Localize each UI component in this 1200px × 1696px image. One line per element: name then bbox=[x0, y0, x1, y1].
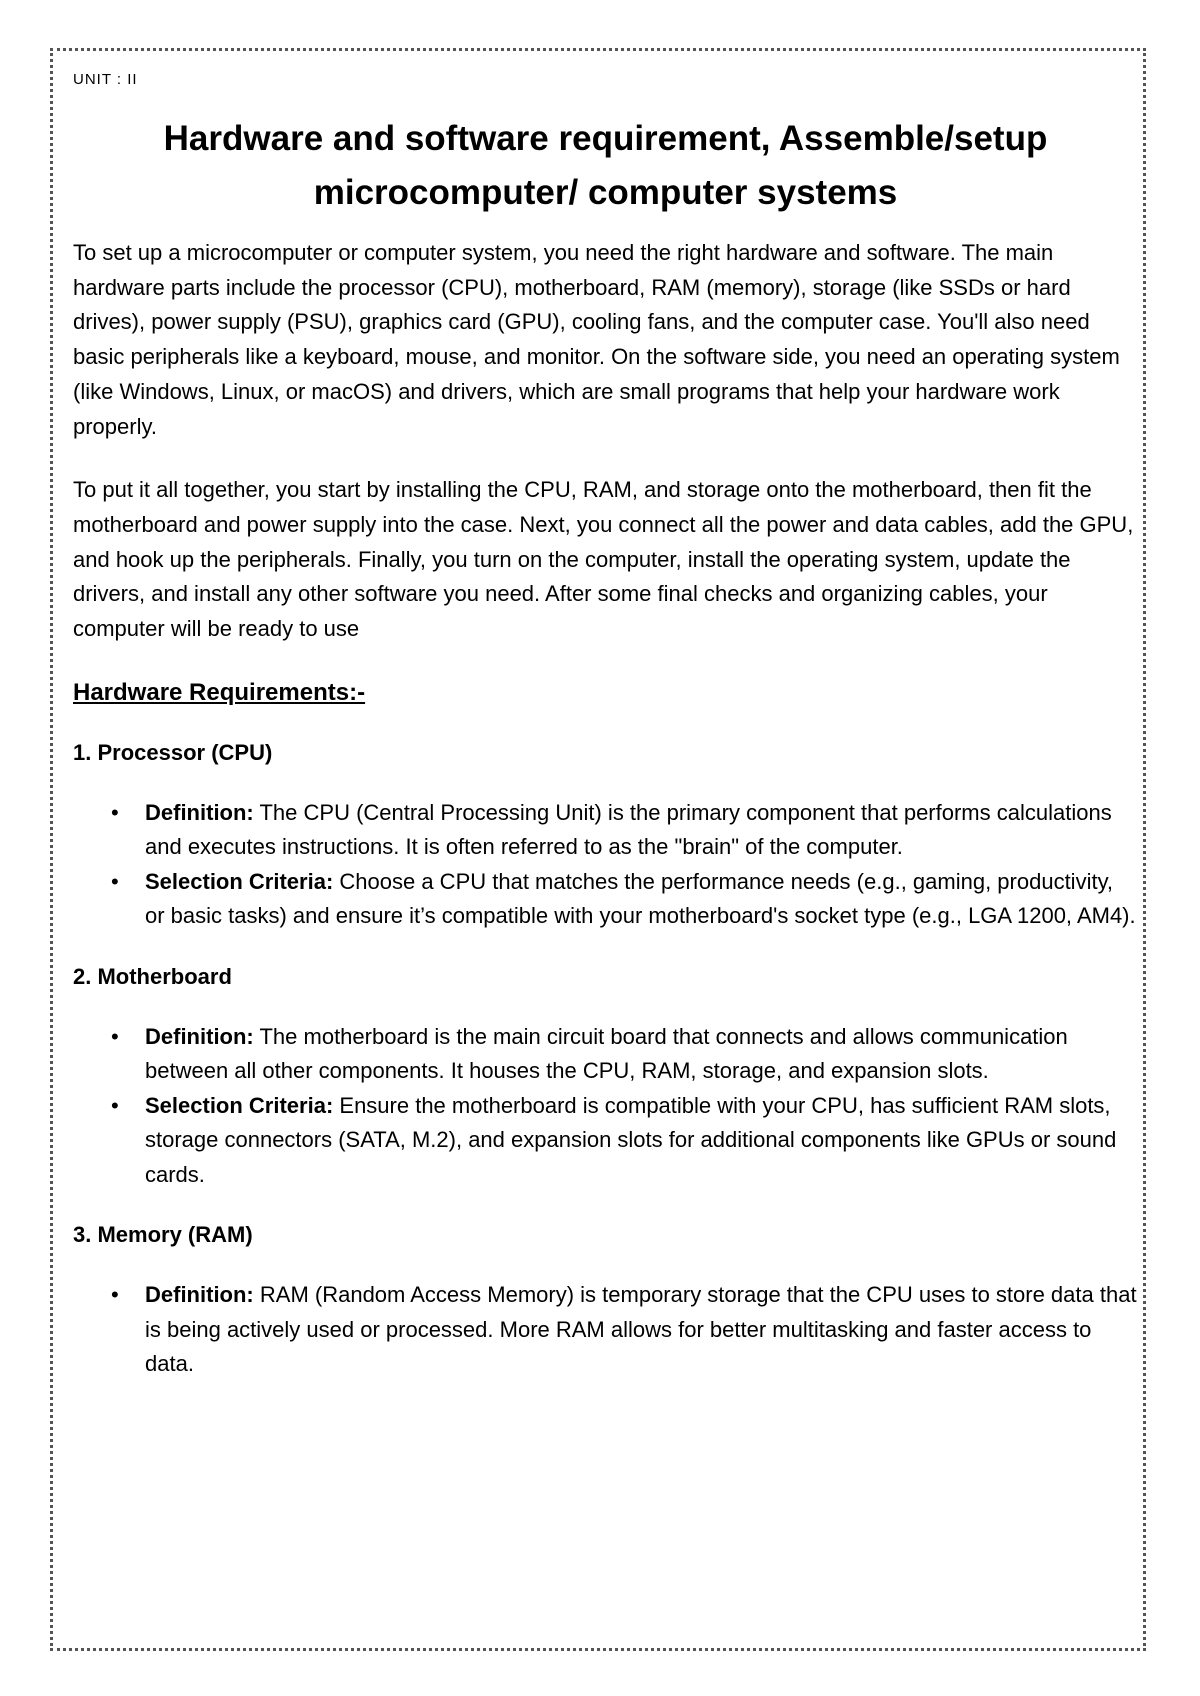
unit-label: UNIT : II bbox=[73, 71, 138, 88]
bullet-icon: • bbox=[111, 868, 119, 894]
motherboard-bullet-list bbox=[73, 1020, 1138, 1193]
processor-bullet-list bbox=[73, 796, 1138, 934]
criteria-text: Ensure the motherboard is compatible with your CPU, has sufficient RAM slots, storage connectors (SATA, M.2), and expansion slots for additional components like GPUs or sound cards. bbox=[145, 1092, 1117, 1187]
memory-bullet-list bbox=[73, 1278, 1138, 1382]
document-body bbox=[73, 70, 1138, 1408]
bullet-icon: • bbox=[111, 1092, 119, 1118]
list-item bbox=[111, 796, 1138, 865]
definition-text: The motherboard is the main circuit board that connects and allows communication between all other components. It houses the CPU, RAM, storage, and expansion slots. bbox=[145, 1023, 1068, 1084]
document-title bbox=[73, 112, 1138, 220]
list-item bbox=[111, 865, 1138, 934]
motherboard-heading: 2. Motherboard bbox=[73, 963, 232, 989]
criteria-term: Selection Criteria: bbox=[145, 868, 334, 894]
list-item bbox=[111, 1089, 1138, 1193]
definition-term: Definition: bbox=[145, 1023, 254, 1049]
intro-paragraph: To set up a microcomputer or computer system, you need the right hardware and software. The main hardware parts include the processor (CPU), motherboard, RAM (memory), storage (like SSDs or hard drives), power supply (PSU), graphics card (GPU), cooling fans, and the computer case. You'll also need basic peripherals like a keyboard, mouse, and monitor. On the software side, you need an operating system (like Windows, Linux, or macOS) and drivers, which are small programs that help your hardware work properly. bbox=[73, 240, 1120, 439]
criteria-term: Selection Criteria: bbox=[145, 1092, 334, 1118]
title-line-2: microcomputer/ computer systems bbox=[313, 173, 898, 212]
definition-text: The CPU (Central Processing Unit) is the primary component that performs calculations and executes instructions. It is often referred to as the "brain" of the computer. bbox=[145, 799, 1112, 860]
processor-heading: 1. Processor (CPU) bbox=[73, 739, 273, 765]
hardware-requirements-heading: Hardware Requirements:- bbox=[73, 678, 366, 706]
list-item bbox=[111, 1020, 1138, 1089]
memory-heading: 3. Memory (RAM) bbox=[73, 1222, 253, 1248]
list-item bbox=[111, 1278, 1138, 1382]
criteria-text: Choose a CPU that matches the performance needs (e.g., gaming, productivity, or basic tasks) and ensure it’s compatible with your motherboard's socket type (e.g., LGA 1200, AM4). bbox=[145, 868, 1136, 929]
definition-text: RAM (Random Access Memory) is temporary storage that the CPU uses to store data that is being actively used or processed. More RAM allows for better multitasking and faster access to data. bbox=[145, 1282, 1137, 1377]
definition-term: Definition: bbox=[145, 799, 254, 825]
definition-term: Definition: bbox=[145, 1282, 254, 1308]
assembly-paragraph: To put it all together, you start by installing the CPU, RAM, and storage onto the motherboard, then fit the motherboard and power supply into the case. Next, you connect all the power and data cables, add the GPU, and hook up the peripherals. Finally, you turn on the computer, install the operating system, update the drivers, and install any other software you need. After some final checks and organizing cables, your computer will be ready to use bbox=[73, 477, 1134, 642]
bullet-icon: • bbox=[111, 1023, 119, 1049]
title-line-1: Hardware and software requirement, Assemble/setup bbox=[163, 119, 1048, 158]
bullet-icon: • bbox=[111, 1282, 119, 1308]
bullet-icon: • bbox=[111, 799, 119, 825]
